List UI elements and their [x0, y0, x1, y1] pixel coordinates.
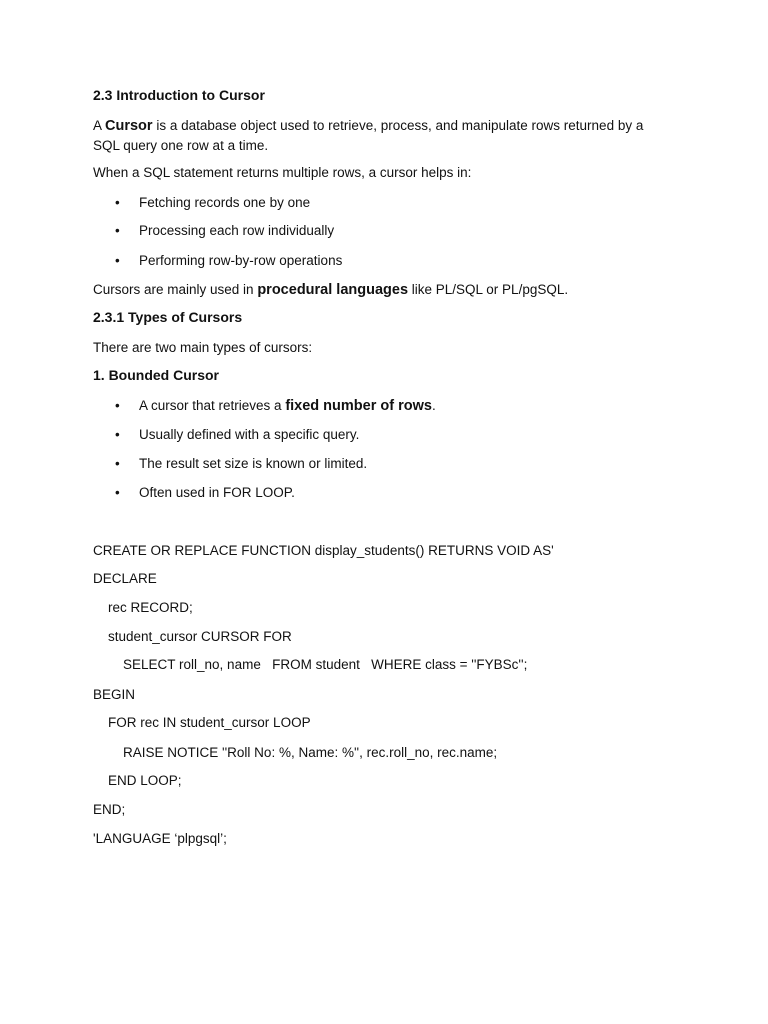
- usage-paragraph: [93, 280, 568, 300]
- bullet-icon: •: [115, 427, 120, 442]
- list-item-text: Fetching records one by one: [139, 195, 311, 210]
- helps-intro-text: When a SQL statement returns multiple rows, a cursor helps in:: [93, 165, 472, 180]
- code-line: rec RECORD;: [93, 600, 193, 615]
- bullet-icon: •: [115, 398, 120, 413]
- list-item-text: Performing row-by-row operations: [139, 253, 343, 268]
- usage-suffix: like PL/SQL or PL/pgSQL.: [408, 282, 569, 297]
- bullet-icon: •: [115, 456, 120, 471]
- bounded-cursor-heading: 1. Bounded Cursor: [93, 367, 220, 383]
- list-item-text: Often used in FOR LOOP.: [139, 485, 295, 500]
- list-item-text: [139, 396, 436, 416]
- code-line: FOR rec IN student_cursor LOOP: [93, 715, 311, 730]
- definition-prefix: A: [93, 118, 106, 133]
- usage-prefix: Cursors are mainly used in: [93, 282, 258, 297]
- code-line: SELECT roll_no, name FROM student WHERE class = ''FYBSc'';: [93, 657, 528, 672]
- code-line: END LOOP;: [93, 773, 182, 788]
- code-line: DECLARE: [93, 571, 157, 586]
- item-term: fixed number of rows: [285, 398, 432, 414]
- list-item-text: Usually defined with a specific query.: [139, 427, 360, 442]
- code-line: END;: [93, 802, 126, 817]
- section-heading: 2.3 Introduction to Cursor: [93, 87, 265, 103]
- item-suffix: .: [431, 398, 436, 413]
- bullet-icon: •: [115, 485, 120, 500]
- code-line: BEGIN: [93, 687, 136, 702]
- definition-text: is a database object used to retrieve, process, and manipulate rows returned by a SQL query one row at a time.: [93, 118, 644, 153]
- usage-term: procedural languages: [257, 282, 409, 298]
- bullet-icon: •: [115, 253, 120, 268]
- code-line: student_cursor CURSOR FOR: [93, 629, 292, 644]
- definition-term: Cursor: [105, 118, 153, 134]
- code-line: CREATE OR REPLACE FUNCTION display_students() RETURNS VOID AS': [93, 543, 554, 558]
- subsection-heading: 2.3.1 Types of Cursors: [93, 309, 243, 325]
- bullet-icon: •: [115, 195, 120, 210]
- code-line: 'LANGUAGE ‘plpgsql’;: [93, 831, 227, 846]
- cursor-definition-paragraph: [93, 116, 668, 155]
- types-intro-text: There are two main types of cursors:: [93, 340, 313, 355]
- item-prefix: A cursor that retrieves a: [139, 398, 286, 413]
- code-line: RAISE NOTICE ''Roll No: %, Name: %'', rec.roll_no, rec.name;: [93, 745, 498, 760]
- bullet-icon: •: [115, 223, 120, 238]
- list-item-text: The result set size is known or limited.: [139, 456, 368, 471]
- list-item-text: Processing each row individually: [139, 223, 335, 238]
